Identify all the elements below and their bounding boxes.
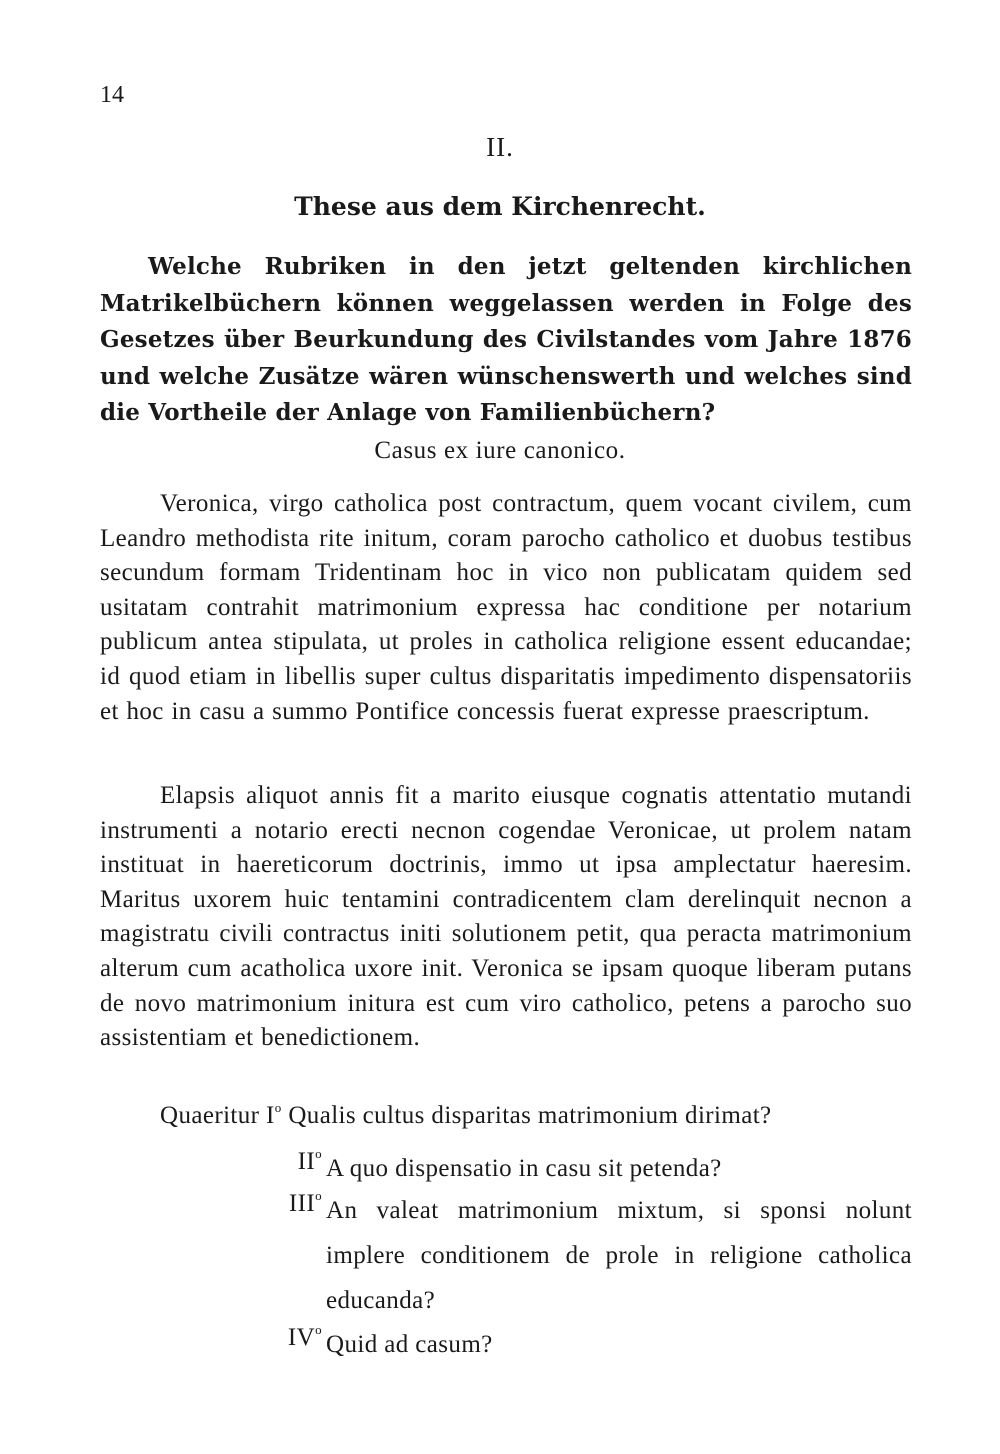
question-1 xyxy=(160,1100,912,1130)
question-4-numeral: $IV^o$ xyxy=(287,1322,322,1351)
questions-lead: Quaeritur xyxy=(160,1102,260,1129)
question-3-text: An valeat matrimonium mixtum, si sponsi nolunt implere conditionem de prole in religione catholica educanda? xyxy=(326,1197,912,1314)
case-paragraph-1: Veronica, virgo catholica post contractum, quem vocant civilem, cum Leandro methodista rite initum, coram parocho catholico et duobus testibus secundum formam Tridentinam hoc in vico non publicatam quidem sed usitatam contrahit matrimonium expressa hac conditione per notarium publicum antea stipulata, ut proles in catholica religione essent educandae; id quod etiam in libellis super cultus disparitatis impedimento dispensatoriis et hoc in casu a summo Pontifice concessis fuerat expresse praescriptum. xyxy=(100,490,912,725)
section-number: II. xyxy=(486,132,514,162)
question-3-numeral: III$^o$ xyxy=(288,1188,322,1217)
case-title: Casus ex iure canonico. xyxy=(374,437,626,464)
case-paragraph-2: Elapsis aliquot annis fit a marito eiusque cognatis attentatio mutandi instrumenti a notario erecti necnon cogendae Veronicae, ut prolem natam instituat in haereticorum doctrinis, immo ut ipsa amplectatur haeresim. Maritus uxorem huic tentamini contradicentem clam derelinquit necnon a magistratu civili contractus initi solutionem petit, qua peracta matrimonium alterum cum acatholica uxore init. Veronica se ipsam quoque liberam putans de novo matrimonium initura est cum viro catholico, petens a parocho suo assistentiam et benedictionem. xyxy=(100,782,912,1052)
question-2-text: A quo dispensatio in casu sit petenda? xyxy=(326,1155,722,1182)
thesis-question: Welche Rubriken in den jetzt geltenden kirchlichen Matrikelbüchern können weggelassen werden in Folge des Gesetzes über Beurkundung des Civilstandes vom Jahre 1876 und welche Zusätze wären wünschenswerth und welches sind die Vortheile der Anlage von Familienbüchern? xyxy=(100,253,912,426)
question-2-numeral: $II^o$ xyxy=(297,1146,322,1175)
thesis-title: These aus dem Kirchenrecht. xyxy=(294,192,706,221)
question-1-text: Qualis cultus disparitas matrimonium dirimat? xyxy=(288,1102,772,1129)
page-number: 14 xyxy=(100,82,124,108)
question-1-numeral: $I^o$ xyxy=(266,1100,282,1129)
question-4-text: Quid ad casum? xyxy=(326,1331,493,1358)
